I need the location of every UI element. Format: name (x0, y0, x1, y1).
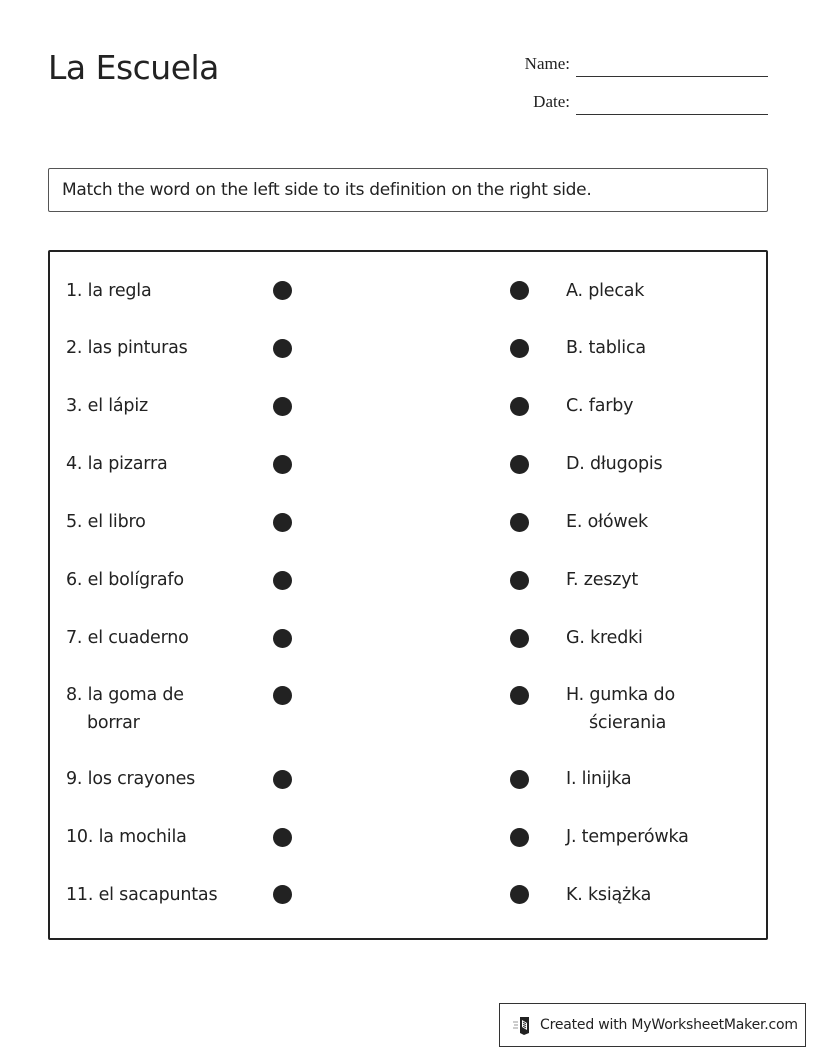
right-item-label: H. gumka do (566, 685, 675, 705)
left-item-label: 11. el sacapuntas (66, 885, 218, 905)
left-dot-1[interactable] (273, 281, 292, 300)
left-item-4 (66, 450, 168, 478)
right-item-f (566, 566, 638, 594)
left-item-1 (66, 277, 151, 305)
left-item-7 (66, 624, 189, 652)
left-item-label: 10. la mochila (66, 827, 187, 847)
right-item-h (566, 681, 675, 737)
left-item-label: 2. las pinturas (66, 338, 188, 358)
left-item-5 (66, 508, 146, 536)
left-item-label: 4. la pizarra (66, 454, 168, 474)
left-item-label-continued: borrar (87, 713, 140, 733)
left-dot-10[interactable] (273, 828, 292, 847)
right-item-label: E. ołówek (566, 512, 648, 532)
page-title: La Escuela (48, 48, 219, 87)
right-item-label: K. książka (566, 885, 652, 905)
left-item-2 (66, 334, 188, 362)
right-item-e (566, 508, 648, 536)
name-label: Name: (524, 54, 570, 73)
left-dot-2[interactable] (273, 339, 292, 358)
left-item-label: 5. el libro (66, 512, 146, 532)
left-item-label: 6. el bolígrafo (66, 570, 184, 590)
right-item-c (566, 392, 633, 420)
left-item-6 (66, 566, 184, 594)
left-dot-3[interactable] (273, 397, 292, 416)
right-item-k (566, 881, 651, 909)
left-item-label: 8. la goma de (66, 685, 184, 705)
right-item-label-continued: ścierania (589, 713, 667, 733)
left-item-label: 3. el lápiz (66, 396, 148, 416)
left-dot-4[interactable] (273, 455, 292, 474)
left-item-label: 1. la regla (66, 281, 152, 301)
right-dot-b[interactable] (510, 339, 529, 358)
right-item-b (566, 334, 646, 362)
right-dot-j[interactable] (510, 828, 529, 847)
right-dot-k[interactable] (510, 885, 529, 904)
right-item-a (566, 277, 644, 305)
left-item-9 (66, 765, 195, 793)
left-dot-7[interactable] (273, 629, 292, 648)
right-item-label: A. plecak (566, 281, 645, 301)
right-item-label: D. długopis (566, 454, 663, 474)
right-item-g (566, 624, 643, 652)
right-item-i (566, 765, 631, 793)
right-item-label: B. tablica (566, 338, 646, 358)
left-dot-11[interactable] (273, 885, 292, 904)
instructions-text: Match the word on the left side to its definition on the right side. (62, 180, 592, 200)
right-dot-e[interactable] (510, 513, 529, 532)
right-item-label: I. linijka (566, 769, 632, 789)
left-item-8 (66, 681, 184, 737)
right-dot-f[interactable] (510, 571, 529, 590)
date-label: Date: (533, 92, 570, 111)
footer-text: Created with MyWorksheetMaker.com (540, 1017, 798, 1033)
instructions-box (48, 168, 768, 212)
worksheet-logo-icon (512, 1014, 534, 1036)
right-item-label: G. kredki (566, 628, 643, 648)
left-dot-5[interactable] (273, 513, 292, 532)
right-dot-c[interactable] (510, 397, 529, 416)
right-item-label: J. temperówka (566, 827, 689, 847)
left-item-11 (66, 881, 217, 909)
footer-badge[interactable] (499, 1003, 806, 1047)
left-item-label: 7. el cuaderno (66, 628, 189, 648)
right-item-label: C. farby (566, 396, 634, 416)
left-item-3 (66, 392, 148, 420)
right-dot-h[interactable] (510, 686, 529, 705)
right-item-d (566, 450, 662, 478)
name-input-line[interactable] (576, 76, 768, 77)
date-input-line[interactable] (576, 114, 768, 115)
left-dot-6[interactable] (273, 571, 292, 590)
left-item-10 (66, 823, 187, 851)
right-dot-i[interactable] (510, 770, 529, 789)
left-dot-8[interactable] (273, 686, 292, 705)
left-dot-9[interactable] (273, 770, 292, 789)
right-item-j (566, 823, 689, 851)
right-dot-g[interactable] (510, 629, 529, 648)
left-item-label: 9. los crayones (66, 769, 196, 789)
right-item-label: F. zeszyt (566, 570, 639, 590)
right-dot-d[interactable] (510, 455, 529, 474)
right-dot-a[interactable] (510, 281, 529, 300)
